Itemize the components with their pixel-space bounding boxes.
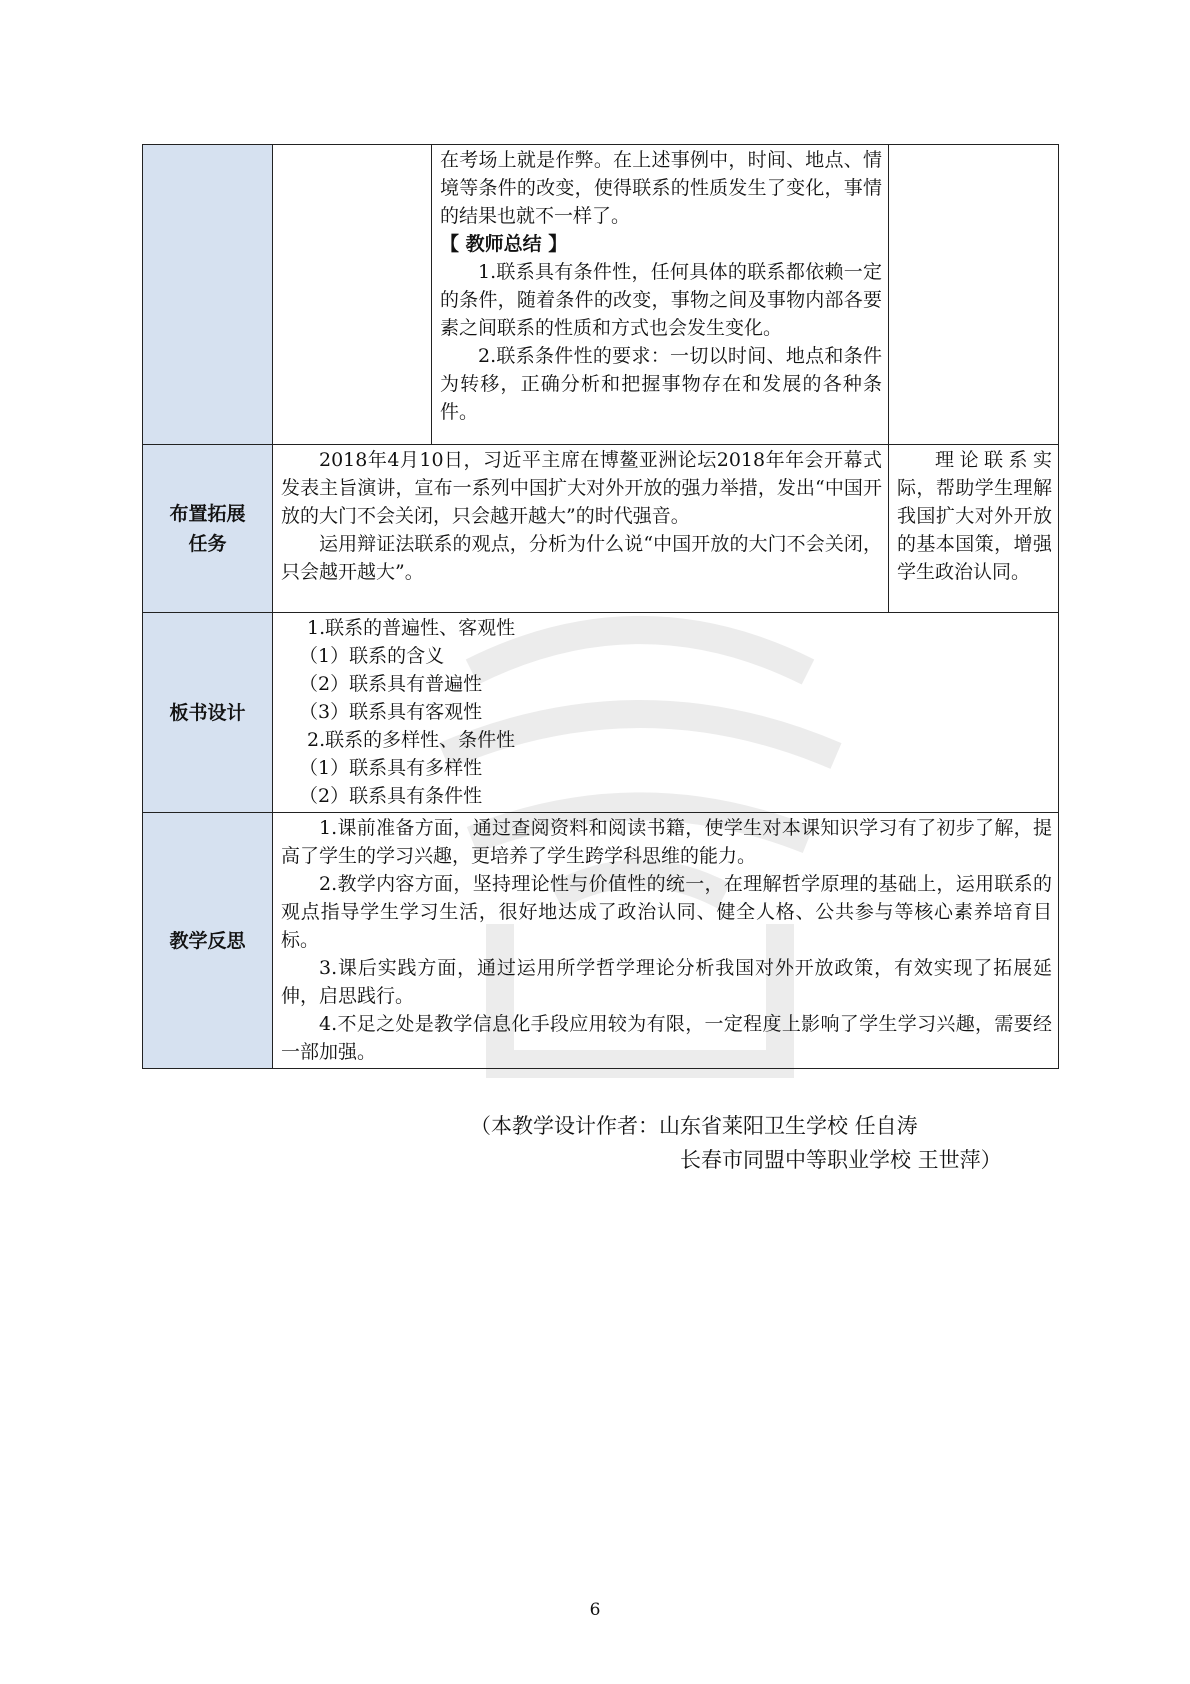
summary-point-1: 1.联系具有条件性，任何具体的联系都依赖一定的条件，随着条件的改变，事物之间及事物内部各要素之间联系的性质和方式也会发生变化。 xyxy=(440,261,882,339)
board-row xyxy=(143,613,1059,813)
student-activity-cell xyxy=(432,145,889,445)
reflection-row xyxy=(143,813,1059,1069)
board-label: 板书设计 xyxy=(143,613,273,813)
task-note: 理论联系实际，帮助学生理解我国扩大对外开放的基本国策，增强学生政治认同。 xyxy=(897,449,1052,583)
board-content-cell xyxy=(273,613,1059,813)
board-line: （1）联系具有多样性 xyxy=(299,757,483,779)
continuation-row xyxy=(143,145,1059,445)
context-text: 在考场上就是作弊。在上述事例中，时间、地点、情境等条件的改变，使得联系的性质发生了变化，事情的结果也就不一样了。 xyxy=(440,149,882,227)
task-label-line-1: 布置拓展 xyxy=(169,502,246,525)
reflection-paragraph-4: 4.不足之处是教学信息化手段应用较为有限，一定程度上影响了学生学习兴趣，需要经一部加强。 xyxy=(281,1013,1052,1063)
task-paragraph-1: 2018年4月10日，习近平主席在博鳌亚洲论坛2018年年会开幕式发表主旨演讲，宣布一系列中国扩大对外开放的强力举措，发出“中国开放的大门不会关闭，只会越开越大”的时代强音。 xyxy=(281,449,882,527)
board-line: （2）联系具有条件性 xyxy=(299,785,483,807)
task-row xyxy=(143,445,1059,613)
board-line: 2.联系的多样性、条件性 xyxy=(307,729,516,751)
board-line: （3）联系具有客观性 xyxy=(299,701,483,723)
reflection-paragraph-2: 2.教学内容方面，坚持理论性与价值性的统一，在理解哲学原理的基础上，运用联系的观点指导学生学习生活，很好地达成了政治认同、健全人格、公共参与等核心素养培育目标。 xyxy=(281,873,1052,951)
lesson-plan-table xyxy=(142,144,1059,1069)
reflection-paragraph-3: 3.课后实践方面，通过运用所学哲学理论分析我国对外开放政策，有效实现了拓展延伸，启思践行。 xyxy=(281,957,1052,1007)
task-label xyxy=(143,445,273,613)
continuation-label-cell xyxy=(143,145,273,445)
author-line-2: 长春市同盟中等职业学校 王世萍） xyxy=(680,1148,1002,1172)
board-line: （2）联系具有普遍性 xyxy=(299,673,483,695)
reflection-content-cell xyxy=(273,813,1059,1069)
teacher-activity-cell xyxy=(273,145,432,445)
teacher-summary-heading: 【 教师总结 】 xyxy=(440,233,568,255)
design-intent-cell xyxy=(889,145,1059,445)
reflection-label: 教学反思 xyxy=(143,813,273,1069)
task-content-cell xyxy=(273,445,889,613)
reflection-paragraph-1: 1.课前准备方面，通过查阅资料和阅读书籍，使学生对本课知识学习有了初步了解，提高了学生的学习兴趣，更培养了学生跨学科思维的能力。 xyxy=(281,817,1052,867)
board-line: （1）联系的含义 xyxy=(299,645,445,667)
board-line: 1.联系的普遍性、客观性 xyxy=(307,617,516,639)
task-label-line-2: 任务 xyxy=(188,532,227,555)
summary-point-2: 2.联系条件性的要求：一切以时间、地点和条件为转移，正确分析和把握事物存在和发展的各种条件。 xyxy=(440,345,882,423)
author-line-1: （本教学设计作者：山东省莱阳卫生学校 任自涛 xyxy=(470,1114,918,1138)
task-note-cell xyxy=(889,445,1059,613)
page-number: 6 xyxy=(589,1600,601,1620)
task-paragraph-2: 运用辩证法联系的观点，分析为什么说“中国开放的大门不会关闭，只会越开越大”。 xyxy=(281,533,882,583)
